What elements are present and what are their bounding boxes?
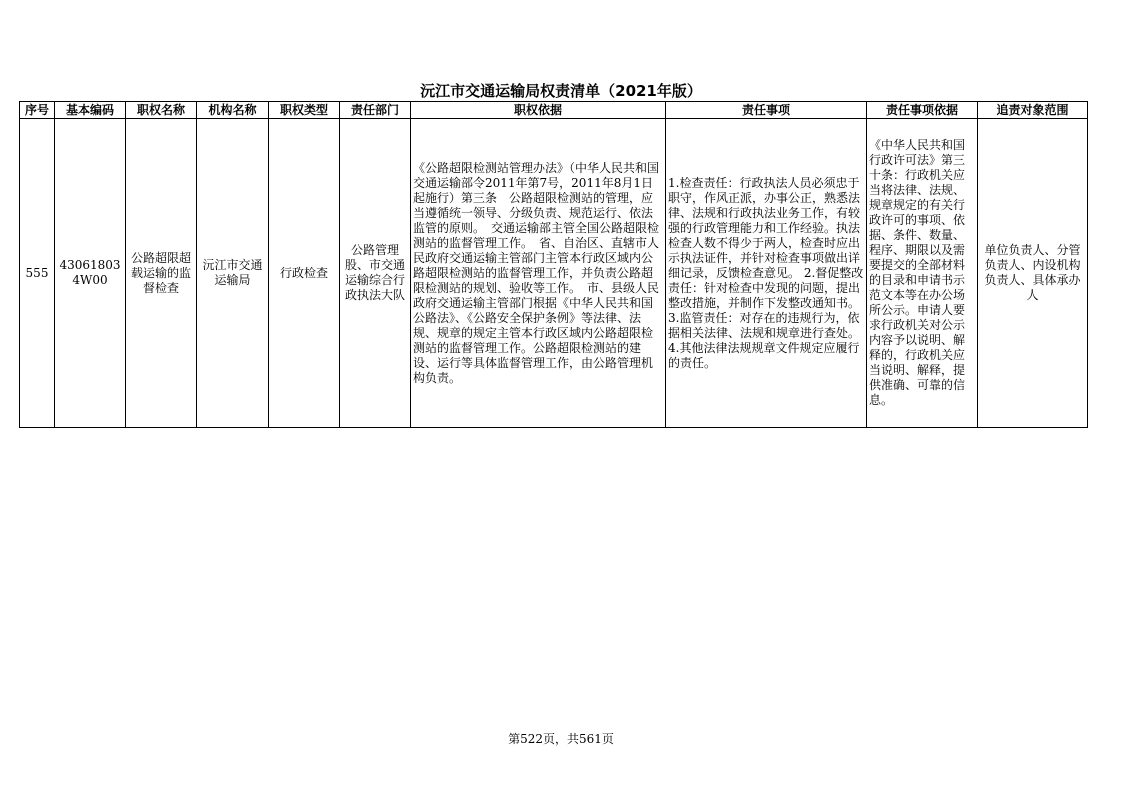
cell-power-name: 公路超限超载运输的监督检查 bbox=[126, 119, 197, 428]
header-power-name: 职权名称 bbox=[126, 102, 197, 119]
header-dept: 责任部门 bbox=[340, 102, 411, 119]
cell-power-type: 行政检查 bbox=[269, 119, 340, 428]
page-number: 第522页，共561页 bbox=[508, 732, 614, 746]
power-list-table bbox=[19, 101, 1088, 428]
header-code: 基本编码 bbox=[55, 102, 126, 119]
header-basis: 职权依据 bbox=[411, 102, 666, 119]
cell-matters: 1.检查责任：行政执法人员必须忠于职守，作风正派，办事公正，熟悉法律、法规和行政执法业务工作，有较强的行政管理能力和工作经验。执法检查人数不得少于两人，检查时应出示执法证件，并针对检查事项做出详细记录，反馈检查意见。 2.督促整改责任：针对检查中发现的问题，提出整改措施，并制作下发整改通知书。 3.监管责任：对存在的违规行为，依据相关法律、法规和规章进行查处。 4.其他法律法规规章文件规定应履行的责任。 bbox=[666, 119, 867, 428]
header-matters: 责任事项 bbox=[666, 102, 867, 119]
cell-accountability: 单位负责人、分管负责人、内设机构负责人、具体承办人 bbox=[978, 119, 1088, 428]
table-row bbox=[20, 119, 1088, 428]
header-seq: 序号 bbox=[20, 102, 55, 119]
cell-code: 430618034W00 bbox=[55, 119, 126, 428]
cell-matters-basis: 《中华人民共和国行政许可法》第三十条：行政机关应当将法律、法规、规章规定的有关行政许可的事项、依据、条件、数量、程序、期限以及需要提交的全部材料的目录和申请书示范文本等在办公场所公示。申请人要求行政机关对公示内容予以说明、解释的，行政机关应当说明、解释，提供准确、可靠的信息。 bbox=[867, 119, 978, 428]
table-header-row bbox=[20, 102, 1088, 119]
cell-basis: 《公路超限检测站管理办法》（中华人民共和国交通运输部令2011年第7号，2011年8月1日起施行）第三条 公路超限检测站的管理，应当遵循统一领导、分级负责、规范运行、依法监管的原则。 交通运输部主管全国公路超限检测站的监督管理工作。 省、自治区、直辖市人民政府交通运输主管部门主管本行政区域内公路超限检测站的监督管理工作，并负责公路超限检测站的规划、验收等工作。 市、县级人民政府交通运输主管部门根据《中华人民共和国公路法》、《公路安全保护条例》等法律、法规、规章的规定主管本行政区域内公路超限检测站的监督管理工作。公路超限检测站的建设、运行等具体监督管理工作，由公路管理机构负责。 bbox=[411, 119, 666, 428]
page-title: 沅江市交通运输局权责清单（2021年版） bbox=[420, 82, 702, 100]
cell-dept: 公路管理股、市交通运输综合行政执法大队 bbox=[340, 119, 411, 428]
header-matters-basis: 责任事项依据 bbox=[867, 102, 978, 119]
header-power-type: 职权类型 bbox=[269, 102, 340, 119]
header-org-name: 机构名称 bbox=[197, 102, 269, 119]
header-accountability: 追责对象范围 bbox=[978, 102, 1088, 119]
cell-seq: 555 bbox=[20, 119, 55, 428]
cell-org-name: 沅江市交通运输局 bbox=[197, 119, 269, 428]
